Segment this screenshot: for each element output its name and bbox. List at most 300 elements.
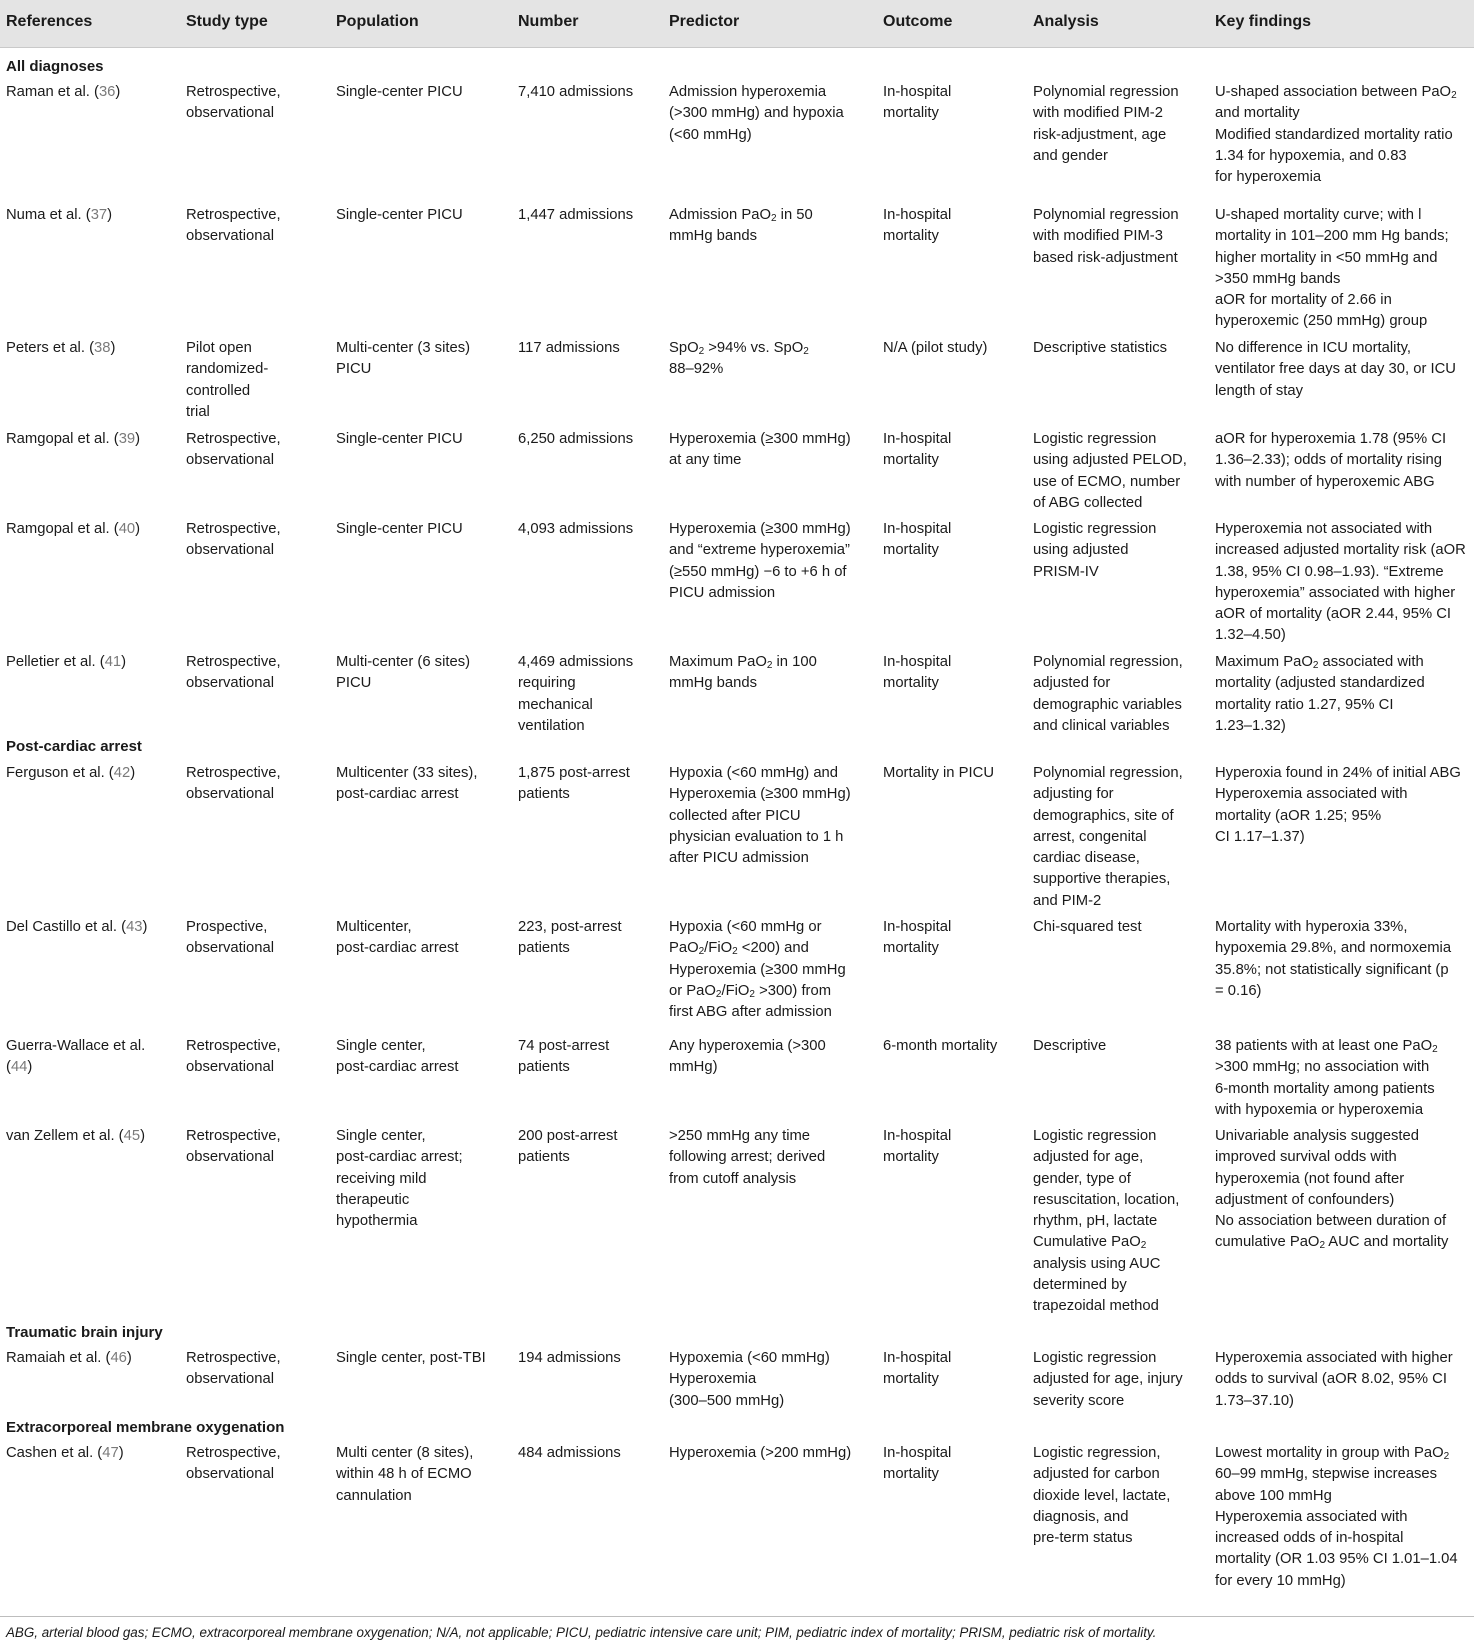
cell-analysis bbox=[1033, 1443, 1170, 1549]
predictor-line: collected after PICU bbox=[669, 807, 801, 824]
cell-key-findings bbox=[1215, 1036, 1438, 1121]
population-line: PICU bbox=[336, 675, 372, 692]
reference-author: Ramgopal et al. ( bbox=[6, 521, 119, 537]
key-findings-line: for hyperoxemia bbox=[1215, 169, 1322, 186]
outcome-line: In-hospital bbox=[883, 919, 952, 935]
header-predictor: Predictor bbox=[669, 13, 740, 30]
number-line: patients bbox=[518, 940, 570, 957]
analysis-line: and gender bbox=[1033, 147, 1108, 164]
study-type-line: observational bbox=[186, 105, 275, 122]
key-findings-line: mortality (aOR 1.25; 95% bbox=[1215, 807, 1382, 824]
outcome-line: In-hospital bbox=[883, 1350, 952, 1366]
number-line: 117 admissions bbox=[518, 340, 620, 356]
reference-close-paren: ) bbox=[115, 84, 121, 100]
reference-line bbox=[6, 519, 140, 540]
number-line: mechanical bbox=[518, 696, 593, 713]
cell-population bbox=[336, 763, 477, 806]
study-type-line: Retrospective, bbox=[186, 521, 281, 537]
outcome-line: mortality bbox=[883, 940, 939, 957]
section-traumatic-brain-injury: Traumatic brain injury bbox=[6, 1324, 163, 1341]
header-key-findings: Key findings bbox=[1215, 13, 1312, 30]
number-line: 223, post-arrest bbox=[518, 919, 622, 935]
cell-key-findings bbox=[1215, 1443, 1458, 1592]
key-findings-line: hyperoxemia (not found after bbox=[1215, 1170, 1405, 1187]
key-findings-line: and mortality bbox=[1215, 105, 1300, 122]
cell-number bbox=[518, 917, 622, 960]
cell-analysis bbox=[1033, 519, 1156, 583]
reference-number-link[interactable]: 37 bbox=[90, 207, 108, 223]
population-line: post-cardiac arrest bbox=[336, 940, 459, 957]
analysis-line: adjusted for carbon bbox=[1033, 1466, 1160, 1483]
cell-predictor bbox=[669, 82, 844, 146]
analysis-line: Descriptive bbox=[1033, 1038, 1107, 1054]
cell-predictor bbox=[669, 1036, 826, 1079]
outcome-line: In-hospital bbox=[883, 654, 952, 670]
key-findings-line: Lowest mortality in group with PaO$_2$ bbox=[1215, 1445, 1450, 1462]
reference-number-link[interactable]: 36 bbox=[98, 84, 116, 100]
key-findings-line: Hyperoxemia not associated with bbox=[1215, 521, 1433, 537]
study-type-line: observational bbox=[186, 228, 275, 245]
key-findings-line: = 0.16) bbox=[1215, 982, 1262, 999]
outcome-line: In-hospital bbox=[883, 1445, 952, 1461]
header-number: Number bbox=[518, 13, 579, 30]
cell-predictor bbox=[669, 1126, 825, 1190]
cell-analysis bbox=[1033, 1348, 1183, 1412]
number-line: patients bbox=[518, 1149, 570, 1166]
analysis-line: Descriptive statistics bbox=[1033, 340, 1168, 356]
reference-close-paren: ) bbox=[110, 340, 116, 356]
number-line: patients bbox=[518, 786, 570, 803]
analysis-line: rhythm, pH, lactate bbox=[1033, 1213, 1158, 1230]
key-findings-line: 1.34 for hypoxemia, and 0.83 bbox=[1215, 147, 1407, 164]
bottom-rule bbox=[0, 1616, 1474, 1617]
population-line: Multi center (8 sites), bbox=[336, 1445, 474, 1461]
population-line: Single-center PICU bbox=[336, 84, 463, 100]
analysis-line: arrest, congenital bbox=[1033, 828, 1147, 845]
analysis-line: trapezoidal method bbox=[1033, 1298, 1159, 1315]
cell-reference bbox=[6, 917, 147, 938]
key-findings-line: improved survival odds with bbox=[1215, 1149, 1397, 1166]
analysis-line: cardiac disease, bbox=[1033, 850, 1140, 867]
key-findings-line: cumulative PaO$_2$ AUC and mortality bbox=[1215, 1234, 1449, 1252]
cell-study-type bbox=[186, 1443, 281, 1486]
study-type-line: observational bbox=[186, 940, 275, 957]
cell-population bbox=[336, 1036, 459, 1079]
study-type-line: observational bbox=[186, 1059, 275, 1076]
reference-number-link[interactable]: 43 bbox=[126, 919, 143, 935]
cell-population bbox=[336, 1348, 486, 1369]
reference-author: Ramgopal et al. ( bbox=[6, 431, 119, 447]
outcome-line: mortality bbox=[883, 542, 939, 559]
reference-close-paren: ) bbox=[135, 431, 141, 447]
population-line: Multi-center (3 sites) bbox=[336, 340, 471, 356]
predictor-line: Hyperoxemia (≥300 mmHg) bbox=[669, 431, 851, 447]
cell-reference bbox=[6, 429, 140, 450]
cell-reference bbox=[6, 1126, 145, 1147]
study-type-line: randomized- bbox=[186, 361, 269, 378]
analysis-line: using adjusted bbox=[1033, 542, 1129, 559]
reference-line bbox=[6, 1036, 156, 1079]
cell-number bbox=[518, 82, 633, 103]
population-line: PICU bbox=[336, 361, 372, 378]
analysis-line: using adjusted PELOD, bbox=[1033, 452, 1187, 469]
number-line: 484 admissions bbox=[518, 1445, 621, 1461]
key-findings-line: above 100 mmHg bbox=[1215, 1487, 1332, 1504]
study-type-line: observational bbox=[186, 675, 275, 692]
reference-number-link[interactable]: 40 bbox=[118, 521, 136, 537]
predictor-line: first ABG after admission bbox=[669, 1004, 832, 1021]
analysis-line: Chi-squared test bbox=[1033, 919, 1142, 935]
study-type-line: trial bbox=[186, 403, 210, 420]
analysis-line: Polynomial regression, bbox=[1033, 654, 1183, 670]
cell-predictor bbox=[669, 763, 851, 869]
header-outcome: Outcome bbox=[883, 13, 953, 30]
cell-predictor bbox=[669, 1443, 851, 1464]
study-type-line: Retrospective, bbox=[186, 84, 281, 100]
study-type-line: Pilot open bbox=[186, 340, 252, 356]
predictor-line: >250 mmHg any time bbox=[669, 1128, 811, 1144]
cell-number bbox=[518, 652, 633, 737]
cell-outcome bbox=[883, 763, 994, 784]
study-type-line: Retrospective, bbox=[186, 1128, 281, 1144]
reference-line bbox=[6, 1443, 124, 1464]
analysis-line: Polynomial regression bbox=[1033, 207, 1179, 223]
predictor-line: physician evaluation to 1 h bbox=[669, 828, 844, 845]
cell-outcome bbox=[883, 917, 951, 960]
population-line: post-cardiac arrest; bbox=[336, 1149, 463, 1166]
number-line: 1,447 admissions bbox=[518, 207, 634, 223]
key-findings-line: length of stay bbox=[1215, 382, 1304, 399]
study-type-line: observational bbox=[186, 542, 275, 559]
header-study-type: Study type bbox=[186, 13, 268, 30]
cell-key-findings bbox=[1215, 82, 1457, 188]
outcome-line: In-hospital bbox=[883, 207, 952, 223]
study-type-line: Retrospective, bbox=[186, 1038, 281, 1054]
reference-line bbox=[6, 82, 120, 103]
cell-study-type bbox=[186, 1126, 281, 1169]
cell-population bbox=[336, 429, 463, 450]
cell-reference bbox=[6, 652, 126, 673]
predictor-line: mmHg) bbox=[669, 1059, 718, 1076]
predictor-line: Any hyperoxemia (>300 bbox=[669, 1038, 826, 1054]
reference-close-paren: ) bbox=[135, 521, 141, 537]
number-line: 4,093 admissions bbox=[518, 521, 634, 537]
section-post-cardiac-arrest: Post-cardiac arrest bbox=[6, 738, 142, 755]
population-line: Single-center PICU bbox=[336, 207, 463, 223]
reference-close-paren: ) bbox=[130, 765, 136, 781]
outcome-line: In-hospital bbox=[883, 431, 952, 447]
cell-key-findings bbox=[1215, 917, 1451, 1002]
analysis-line: Logistic regression bbox=[1033, 431, 1157, 447]
key-findings-line: 1.38, 95% CI 0.98–1.93). “Extreme bbox=[1215, 563, 1444, 580]
cell-predictor bbox=[669, 917, 846, 1023]
analysis-line: dioxide level, lactate, bbox=[1033, 1487, 1171, 1504]
analysis-line: diagnosis, and bbox=[1033, 1508, 1129, 1525]
predictor-line: PICU admission bbox=[669, 584, 776, 601]
cell-population bbox=[336, 1443, 473, 1507]
table-header-row bbox=[0, 0, 1474, 48]
number-line: 74 post-arrest bbox=[518, 1038, 610, 1054]
reference-author: Peters et al. ( bbox=[6, 340, 94, 356]
cell-reference bbox=[6, 519, 140, 540]
key-findings-line: mortality ratio 1.27, 95% CI bbox=[1215, 696, 1394, 713]
cell-number bbox=[518, 1126, 618, 1169]
cell-predictor bbox=[669, 338, 809, 381]
predictor-line: (300–500 mmHg) bbox=[669, 1392, 785, 1409]
number-line: ventilation bbox=[518, 717, 585, 734]
predictor-line: (>300 mmHg) and hypoxia bbox=[669, 105, 844, 122]
key-findings-line: 1.32–4.50) bbox=[1215, 627, 1286, 644]
cell-analysis bbox=[1033, 917, 1142, 938]
analysis-line: Logistic regression bbox=[1033, 1128, 1157, 1144]
cell-outcome bbox=[883, 205, 951, 248]
cell-population bbox=[336, 338, 470, 381]
analysis-line: Logistic regression bbox=[1033, 1350, 1157, 1366]
cell-study-type bbox=[186, 205, 281, 248]
predictor-line: from cutoff analysis bbox=[669, 1170, 797, 1187]
key-findings-line: hyperoxemic (250 mmHg) group bbox=[1215, 313, 1428, 330]
cell-study-type bbox=[186, 82, 281, 125]
outcome-line: In-hospital bbox=[883, 1128, 952, 1144]
cell-analysis bbox=[1033, 429, 1187, 514]
cell-outcome bbox=[883, 338, 987, 359]
key-findings-line: ventilator free days at day 30, or ICU bbox=[1215, 361, 1456, 378]
cell-key-findings bbox=[1215, 519, 1466, 647]
cell-number bbox=[518, 1443, 621, 1464]
key-findings-line: No association between duration of bbox=[1215, 1213, 1447, 1230]
cell-population bbox=[336, 82, 463, 103]
key-findings-line: adjustment of confounders) bbox=[1215, 1191, 1395, 1208]
study-type-line: observational bbox=[186, 1149, 275, 1166]
key-findings-line: higher mortality in <50 mmHg and bbox=[1215, 249, 1438, 266]
analysis-line: Cumulative PaO$_2$ bbox=[1033, 1234, 1147, 1252]
key-findings-line: increased adjusted mortality risk (aOR bbox=[1215, 542, 1466, 559]
analysis-line: demographic variables bbox=[1033, 696, 1182, 713]
cell-key-findings bbox=[1215, 652, 1425, 737]
key-findings-line: 1.36–2.33); odds of mortality rising bbox=[1215, 452, 1443, 469]
reference-number-link[interactable]: 46 bbox=[110, 1350, 127, 1366]
analysis-line: resuscitation, location, bbox=[1033, 1191, 1180, 1208]
key-findings-line: hyperoxemia” associated with higher bbox=[1215, 584, 1456, 601]
reference-author: Del Castillo et al. ( bbox=[6, 919, 127, 935]
analysis-line: determined by bbox=[1033, 1277, 1127, 1294]
analysis-line: demographics, site of bbox=[1033, 807, 1174, 824]
cell-outcome bbox=[883, 1348, 951, 1391]
reference-number-link[interactable]: 42 bbox=[113, 765, 131, 781]
outcome-line: In-hospital bbox=[883, 521, 952, 537]
analysis-line: Polynomial regression bbox=[1033, 84, 1179, 100]
key-findings-line: >300 mmHg; no association with bbox=[1215, 1059, 1430, 1076]
key-findings-line: aOR for mortality of 2.66 in bbox=[1215, 292, 1392, 309]
population-line: Single center, post-TBI bbox=[336, 1350, 486, 1366]
reference-number-link[interactable]: 47 bbox=[102, 1445, 119, 1461]
cell-number bbox=[518, 763, 630, 806]
cell-reference bbox=[6, 82, 120, 103]
predictor-line: mmHg bands bbox=[669, 228, 757, 245]
cell-analysis bbox=[1033, 338, 1167, 359]
population-line: Multi-center (6 sites) bbox=[336, 654, 471, 670]
reference-number-link[interactable]: 44 bbox=[10, 1059, 28, 1076]
reference-close-paren: ) bbox=[118, 1445, 124, 1461]
analysis-line: PRISM-IV bbox=[1033, 563, 1099, 580]
header-references: References bbox=[6, 13, 93, 30]
analysis-line: with modified PIM-3 bbox=[1033, 228, 1163, 245]
reference-close-paren: ) bbox=[126, 1350, 132, 1366]
reference-author: Cashen et al. ( bbox=[6, 1445, 103, 1461]
key-findings-line: U-shaped association between PaO$_2$ bbox=[1215, 84, 1457, 101]
analysis-line: supportive therapies, bbox=[1033, 871, 1171, 888]
cell-analysis bbox=[1033, 652, 1183, 737]
key-findings-line: with number of hyperoxemic ABG bbox=[1215, 473, 1435, 490]
key-findings-line: 1.73–37.10) bbox=[1215, 1392, 1294, 1409]
cell-outcome bbox=[883, 519, 951, 562]
key-findings-line: Modified standardized mortality ratio bbox=[1215, 126, 1453, 143]
predictor-line: at any time bbox=[669, 452, 742, 469]
reference-author: Pelletier et al. ( bbox=[6, 654, 105, 670]
key-findings-line: Hyperoxia found in 24% of initial ABG bbox=[1215, 765, 1461, 781]
cell-key-findings bbox=[1215, 429, 1446, 493]
cell-analysis bbox=[1033, 1126, 1179, 1318]
header-population: Population bbox=[336, 13, 419, 30]
number-line: 194 admissions bbox=[518, 1350, 621, 1366]
key-findings-line: 1.23–1.32) bbox=[1215, 717, 1286, 734]
outcome-line: mortality bbox=[883, 1371, 939, 1388]
analysis-line: based risk-adjustment bbox=[1033, 249, 1178, 266]
reference-number-link[interactable]: 38 bbox=[94, 340, 111, 356]
population-line: post-cardiac arrest bbox=[336, 786, 459, 803]
reference-line bbox=[6, 205, 112, 226]
cell-number bbox=[518, 1348, 621, 1369]
cell-number bbox=[518, 338, 620, 359]
reference-close-paren: ) bbox=[140, 1128, 146, 1144]
population-line: therapeutic bbox=[336, 1191, 410, 1208]
cell-outcome bbox=[883, 1126, 951, 1169]
cell-reference bbox=[6, 1443, 124, 1464]
key-findings-line: Univariable analysis suggested bbox=[1215, 1128, 1419, 1144]
cell-population bbox=[336, 205, 463, 226]
key-findings-line: Maximum PaO$_2$ associated with bbox=[1215, 654, 1424, 671]
reference-author: Numa et al. ( bbox=[6, 207, 91, 223]
section-all-diagnoses: All diagnoses bbox=[6, 58, 104, 75]
study-type-line: Retrospective, bbox=[186, 1445, 281, 1461]
study-type-line: Retrospective, bbox=[186, 431, 281, 447]
analysis-line: analysis using AUC bbox=[1033, 1255, 1161, 1272]
cell-key-findings bbox=[1215, 1348, 1453, 1412]
analysis-line: risk-adjustment, age bbox=[1033, 126, 1167, 143]
key-findings-line: mortality (adjusted standardized bbox=[1215, 675, 1425, 692]
key-findings-line: Hyperoxemia associated with bbox=[1215, 1508, 1408, 1525]
reference-line bbox=[6, 917, 147, 938]
reference-line bbox=[6, 1348, 132, 1369]
cell-outcome bbox=[883, 82, 951, 125]
population-line: Single-center PICU bbox=[336, 521, 463, 537]
key-findings-line: for every 10 mmHg) bbox=[1215, 1572, 1346, 1589]
key-findings-line: aOR of mortality (aOR 2.44, 95% CI bbox=[1215, 606, 1452, 623]
analysis-line: adjusted for bbox=[1033, 675, 1111, 692]
predictor-line: (<60 mmHg) bbox=[669, 126, 752, 143]
population-line: cannulation bbox=[336, 1487, 412, 1504]
key-findings-line: Mortality with hyperoxia 33%, bbox=[1215, 919, 1408, 935]
key-findings-line: increased odds of in-hospital bbox=[1215, 1530, 1404, 1547]
population-line: Multicenter, bbox=[336, 919, 412, 935]
reference-number-link[interactable]: 39 bbox=[118, 431, 136, 447]
predictor-line: Hyperoxemia (≥300 mmHg) bbox=[669, 786, 851, 803]
number-line: 200 post-arrest bbox=[518, 1128, 618, 1144]
cell-outcome bbox=[883, 1036, 997, 1057]
analysis-line: of ABG collected bbox=[1033, 494, 1143, 511]
key-findings-line: 60–99 mmHg, stepwise increases bbox=[1215, 1466, 1438, 1483]
predictor-line: mmHg bands bbox=[669, 675, 757, 692]
reference-close-paren: ) bbox=[121, 654, 127, 670]
cell-analysis bbox=[1033, 1036, 1106, 1057]
predictor-line: following arrest; derived bbox=[669, 1149, 826, 1166]
cell-number bbox=[518, 429, 633, 450]
population-line: Multicenter (33 sites), bbox=[336, 765, 478, 781]
cell-reference bbox=[6, 1036, 156, 1079]
predictor-line: 88–92% bbox=[669, 361, 724, 378]
analysis-line: adjusted for age, bbox=[1033, 1149, 1144, 1166]
predictor-line: and “extreme hyperoxemia” bbox=[669, 542, 850, 559]
analysis-line: adjusting for bbox=[1033, 786, 1114, 803]
study-type-line: Retrospective, bbox=[186, 1350, 281, 1366]
reference-close-paren: ) bbox=[142, 919, 148, 935]
cell-population bbox=[336, 519, 463, 540]
key-findings-line: hypoxemia 29.8%, and normoxemia bbox=[1215, 940, 1452, 957]
reference-line bbox=[6, 763, 135, 784]
cell-key-findings bbox=[1215, 763, 1461, 848]
outcome-line: N/A (pilot study) bbox=[883, 340, 988, 356]
study-type-line: Prospective, bbox=[186, 919, 268, 935]
analysis-line: severity score bbox=[1033, 1392, 1125, 1409]
cell-predictor bbox=[669, 429, 851, 472]
analysis-line: Logistic regression, bbox=[1033, 1445, 1161, 1461]
reference-number-link[interactable]: 45 bbox=[123, 1128, 141, 1144]
predictor-line: Hyperoxemia (>200 mmHg) bbox=[669, 1445, 852, 1461]
number-line: requiring bbox=[518, 675, 576, 692]
cell-predictor bbox=[669, 1348, 830, 1412]
cell-number bbox=[518, 519, 633, 540]
cell-study-type bbox=[186, 763, 281, 806]
key-findings-line: mortality (OR 1.03 95% CI 1.01–1.04 bbox=[1215, 1551, 1458, 1568]
cell-reference bbox=[6, 205, 112, 226]
population-line: receiving mild bbox=[336, 1170, 427, 1187]
cell-analysis bbox=[1033, 763, 1183, 912]
key-findings-line: with hypoxemia or hyperoxemia bbox=[1215, 1101, 1424, 1118]
cell-population bbox=[336, 917, 459, 960]
cell-analysis bbox=[1033, 205, 1179, 269]
key-findings-line: odds to survival (aOR 8.02, 95% CI bbox=[1215, 1371, 1447, 1388]
cell-study-type bbox=[186, 519, 281, 562]
predictor-line: Hypoxia (<60 mmHg or bbox=[669, 919, 822, 935]
cell-population bbox=[336, 1126, 463, 1232]
cell-study-type bbox=[186, 1348, 281, 1391]
cell-analysis bbox=[1033, 82, 1179, 167]
population-line: post-cardiac arrest bbox=[336, 1059, 459, 1076]
study-type-line: observational bbox=[186, 1371, 275, 1388]
key-findings-line: >350 mmHg bands bbox=[1215, 270, 1341, 287]
outcome-line: mortality bbox=[883, 452, 939, 469]
analysis-line: pre-term status bbox=[1033, 1530, 1133, 1547]
population-line: Single center, bbox=[336, 1128, 426, 1144]
key-findings-line: aOR for hyperoxemia 1.78 (95% CI bbox=[1215, 431, 1447, 447]
number-line: 1,875 post-arrest bbox=[518, 765, 630, 781]
cell-number bbox=[518, 1036, 609, 1079]
cell-predictor bbox=[669, 652, 817, 695]
table-footnote: ABG, arterial blood gas; ECMO, extracorporeal membrane oxygenation; N/A, not applicable; PICU, pediatric intensive care unit; PIM, pediatric index of mortality; PRISM, pediatric risk of mortality. bbox=[6, 1625, 1157, 1640]
cell-population bbox=[336, 652, 470, 695]
reference-number-link[interactable]: 41 bbox=[104, 654, 122, 670]
predictor-line: Hyperoxemia bbox=[669, 1371, 757, 1388]
